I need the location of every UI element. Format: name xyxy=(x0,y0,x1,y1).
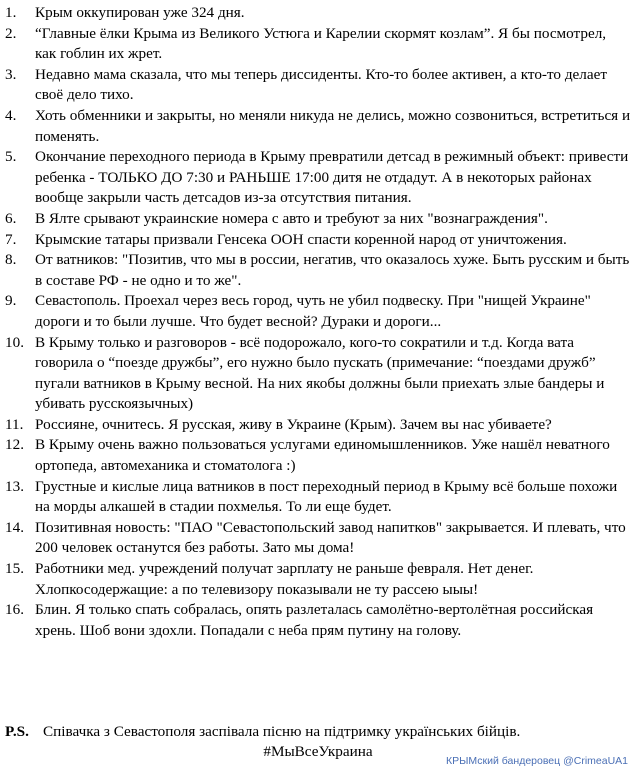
list-item-number: 5. xyxy=(5,148,17,166)
postscript xyxy=(5,722,520,742)
list-item xyxy=(5,477,631,518)
list-item-text: Крымские татары призвали Генсека ООН спасти коренной народ от уничтожения. xyxy=(35,230,567,248)
list-item xyxy=(5,65,631,106)
list-item xyxy=(5,291,631,332)
list-item-number: 2. xyxy=(5,24,17,42)
list-item-number: 14. xyxy=(5,518,24,536)
watermark-credit: КРЫМский бандеровец @CrimeaUA1 xyxy=(446,755,628,767)
list-item-text: В Ялте срывают украинские номера с авто и требуют за них "вознаграждения". xyxy=(35,209,548,227)
list-item-number: 11. xyxy=(5,415,24,433)
list-item-number: 1. xyxy=(5,4,17,21)
list-item-number: 16. xyxy=(5,601,24,619)
list-item xyxy=(5,3,631,24)
list-item xyxy=(5,24,631,65)
list-item-text: Хоть обменники и закрыты, но меняли никуда не делись, можно созвониться, встретиться и поменять. xyxy=(35,106,631,145)
postscript-text: Співачка з Севастополя заспівала пісню на підтримку українських бійців. xyxy=(43,723,521,740)
list-item-text: От ватников: "Позитив, что мы в россии, негатив, что оказалось хуже. Быть русским и быть в составе РФ - не одно и то же". xyxy=(35,251,630,289)
postscript-label: P.S. xyxy=(5,723,29,740)
list-item-number: 13. xyxy=(5,477,24,495)
list-item xyxy=(5,415,631,436)
list-item-text: Работники мед. учреждений получат зарплату не раньше февраля. Нет денег. Хлопкосодержащие: а по телевизору показывали не ту рассею ыыы! xyxy=(35,560,534,598)
list-item-number: 7. xyxy=(5,230,17,248)
list-item xyxy=(5,250,631,291)
list-item-text: В Крыму только и разговоров - всё подорожало, кого-то сократили и т.д. Когда вата говорила о “поезде дружбы”, его нужно было пускать (примечание: “поездами дружб” пугали ватников в Крыму весной. На них якобы должны были приехать злые бандеры и убивать русскоязычных) xyxy=(35,333,605,413)
list-item-text: Позитивная новость: "ПАО "Севастопольский завод напитков" закрывается. И плевать, что 200 человек останутся без работы. Зато мы дома! xyxy=(35,518,626,557)
list-item xyxy=(5,333,631,415)
list-item-number: 9. xyxy=(5,292,17,310)
list-item-number: 15. xyxy=(5,560,24,578)
list-item-text: Блин. Я только спать собралась, опять разлеталась самолётно-вертолётная российская хрень. Шоб вони здохли. Попадали с неба прям путину на голову. xyxy=(35,601,594,639)
numbered-list xyxy=(5,3,631,641)
list-item xyxy=(5,518,631,559)
list-item-text: Крым оккупирован уже 324 дня. xyxy=(35,4,245,21)
list-item xyxy=(5,230,631,251)
list-item-text: Севастополь. Проехал через весь город, чуть не убил подвеску. При "нищей Украине" дороги и то были лучше. Что будет весной? Дураки и дороги... xyxy=(35,292,591,330)
list-item-number: 10. xyxy=(5,333,24,351)
list-item-number: 4. xyxy=(5,106,17,124)
list-item-text: Грустные и кислые лица ватников в пост переходный период в Крыму всё больше похожи на морды алкашей в стадии похмелья. То ли еще будет. xyxy=(35,477,618,516)
list-item-number: 8. xyxy=(5,251,17,269)
list-item xyxy=(5,106,631,147)
list-item-text: “Главные ёлки Крыма из Великого Устюга и Карелии скормят козлам”. Я бы посмотрел, как гоблин их жрет. xyxy=(35,24,607,63)
list-item xyxy=(5,147,631,209)
list-item xyxy=(5,600,631,641)
list-item-text: Недавно мама сказала, что мы теперь диссиденты. Кто-то более активен, а кто-то делает своё дело тихо. xyxy=(35,65,607,104)
list-item-number: 3. xyxy=(5,65,17,83)
hashtag: #МыВсеУкраина xyxy=(263,743,373,760)
list-item-text: В Крыму очень важно пользоваться услугами единомышленников. Уже нашёл неватного ортопеда, автомеханика и стоматолога :) xyxy=(35,436,610,475)
list-item xyxy=(5,435,631,476)
list-item-text: Окончание переходного периода в Крыму превратили детсад в режимный объект: привести ребенка - ТОЛЬКО ДО 7:30 и РАНЬШЕ 17:00 дитя не отдадут. А в некоторых районах вообще закрыли часть детсадов из-за отсутствия питания. xyxy=(35,148,629,207)
list-item xyxy=(5,209,631,230)
list-item-number: 6. xyxy=(5,209,17,227)
list-item-number: 12. xyxy=(5,436,24,454)
list-item xyxy=(5,559,631,600)
list-item-text: Россияне, очнитесь. Я русская, живу в Украине (Крым). Зачем вы нас убиваете? xyxy=(35,415,552,433)
